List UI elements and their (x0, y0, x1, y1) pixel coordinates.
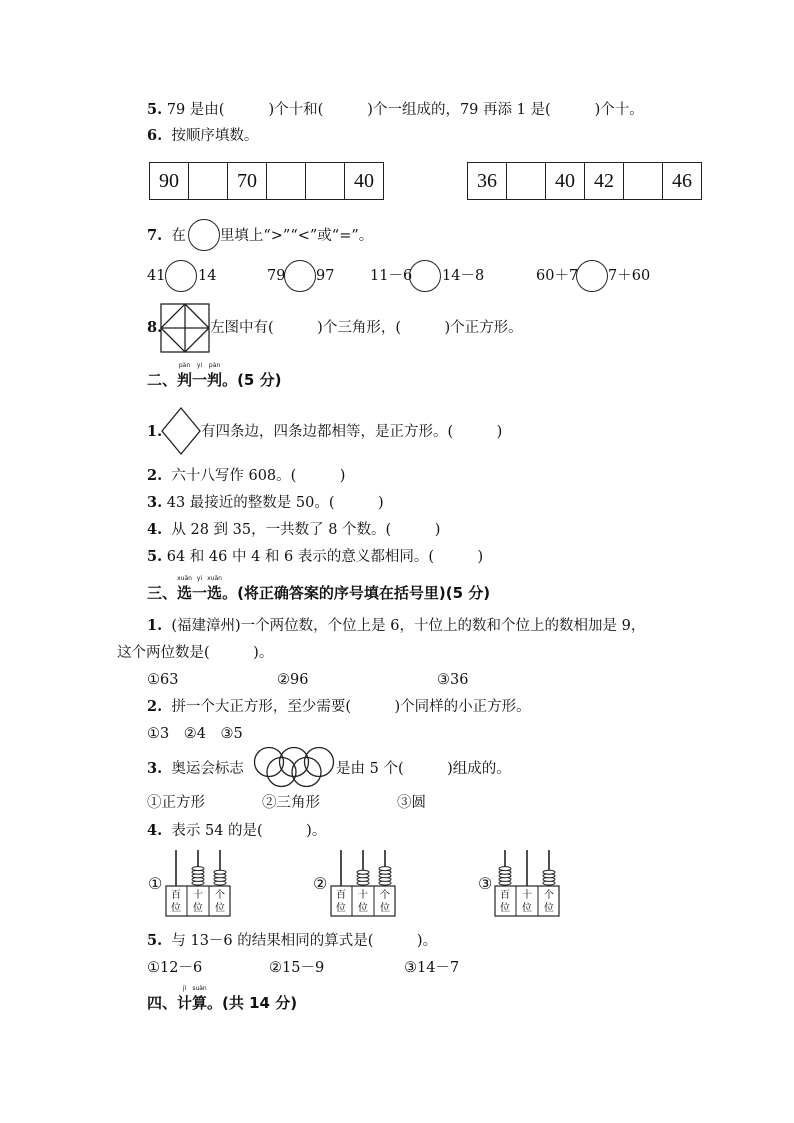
choice-q3-text: 是由 5 个( )组成的。 (336, 761, 511, 777)
question-7 (147, 226, 373, 246)
pinyin: xuǎn (177, 575, 192, 582)
options[interactable]: ①3 ②4 ③5 (147, 726, 243, 742)
question-text: )个十。 (594, 102, 644, 118)
place-label: 位 (193, 903, 203, 914)
place-label: 位 (380, 903, 390, 914)
place-label: 十 (358, 890, 368, 901)
pinyin: pàn (178, 362, 191, 369)
judge-question: 2. 六十八写作 608。( ) (147, 467, 346, 484)
question-6 (147, 126, 258, 146)
place-label: 个 (215, 890, 225, 901)
option[interactable]: ③14－7 (404, 960, 460, 976)
comparison-circle[interactable] (409, 260, 441, 292)
place-label: 十 (193, 890, 203, 901)
choice-q2: 2. 拼一个大正方形，至少需要( )个同样的小正方形。 (147, 698, 531, 715)
question-text: )个一组成的，79 再添 1 是( (367, 102, 551, 118)
compare-right: 14－8 (442, 268, 485, 284)
option[interactable]: ③圆 (397, 795, 426, 811)
place-label: 位 (358, 903, 368, 914)
question-text: 里填上“>”“<”或“=”。 (219, 228, 374, 244)
question-number: 8. (147, 319, 163, 336)
pinyin: pàn (208, 362, 221, 369)
option[interactable]: ③36 (437, 672, 469, 688)
question-number: 7. (147, 227, 163, 244)
sequence-cell: 70 (228, 163, 267, 200)
place-label: 位 (215, 903, 225, 914)
place-label: 位 (500, 903, 510, 914)
option[interactable]: ①63 (147, 672, 179, 688)
choice-q3: 3. 奥运会标志 (147, 760, 244, 777)
compare-right: 97 (316, 268, 335, 284)
place-label: 位 (336, 903, 346, 914)
option-marker[interactable]: ② (313, 874, 328, 893)
choice-q1: 1. (福建漳州)一个两位数，个位上是 6，十位上的数和个位上的数相加是 9， (147, 617, 646, 634)
abacus-bead (192, 867, 204, 871)
option[interactable]: ②96 (277, 672, 309, 688)
question-text: 按顺序填数。 (171, 128, 259, 144)
place-label: 个 (544, 890, 554, 901)
sequence-blank-cell[interactable] (306, 163, 345, 200)
abacus-option-3[interactable] (494, 850, 562, 918)
option-marker[interactable]: ① (148, 874, 163, 893)
question-text: )个十和( (268, 102, 324, 118)
sequence-cell: 40 (345, 163, 384, 200)
compare-right: 7＋60 (608, 268, 651, 284)
pinyin: jì (182, 985, 187, 992)
compare-right: 14 (198, 268, 217, 284)
judge-question: 5. 64 和 46 中 4 和 6 表示的意义都相同。( ) (147, 548, 484, 565)
option[interactable]: ①12－6 (147, 960, 203, 976)
option[interactable]: ②15－9 (269, 960, 325, 976)
place-label: 位 (544, 903, 554, 914)
abacus-option-1[interactable] (165, 850, 233, 918)
number-sequence-table-1 (149, 162, 384, 200)
comparison-circle[interactable] (284, 260, 316, 292)
sequence-blank-cell[interactable] (507, 163, 546, 200)
option[interactable]: ①正方形 (147, 795, 205, 811)
section-heading-4: 四、 jì 计 suàn 算。(共 14 分) (147, 985, 298, 1012)
sequence-cell: 40 (546, 163, 585, 200)
question-text: 在 (171, 228, 186, 244)
question-8-text: 左图中有( )个三角形，( )个正方形。 (210, 320, 523, 336)
judge-q1-number: 1. (147, 423, 163, 440)
judge-question: 3. 43 最接近的整数是 50。( ) (147, 494, 384, 511)
section-heading-2: 二、 pàn 判 yi 一 pàn 判。(5 分) (147, 362, 282, 389)
comparison-circle-sample (188, 219, 220, 251)
abacus-bead (214, 870, 226, 874)
option[interactable]: ②三角形 (262, 795, 320, 811)
pinyin: yi (196, 362, 203, 369)
number-sequence-table-2 (467, 162, 702, 200)
sequence-cell: 90 (150, 163, 189, 200)
sequence-cell: 42 (585, 163, 624, 200)
compare-left: 11－6 (370, 268, 413, 284)
olympic-rings-figure (252, 746, 336, 788)
sequence-blank-cell[interactable] (267, 163, 306, 200)
comparison-circle[interactable] (165, 260, 197, 292)
sequence-blank-cell[interactable] (189, 163, 228, 200)
place-label: 十 (522, 890, 532, 901)
question-5 (147, 100, 644, 120)
sequence-blank-cell[interactable] (624, 163, 663, 200)
place-label: 百 (500, 890, 510, 901)
choice-q4: 4. 表示 54 的是( )。 (147, 822, 327, 839)
abacus-bead (499, 867, 511, 871)
question-text: 79 是由( (162, 102, 225, 118)
place-label: 百 (336, 890, 346, 901)
sequence-cell: 46 (663, 163, 702, 200)
place-label: 百 (171, 890, 181, 901)
section-heading-3: 三、 xuǎn 选 yi 一 xuǎn 选。(将正确答案的序号填在括号里)(5 分) (147, 575, 491, 602)
compare-left: 79 (267, 268, 286, 284)
comparison-circle[interactable] (576, 260, 608, 292)
pinyin: suàn (192, 985, 207, 992)
square-triangles-figure (160, 303, 210, 353)
abacus-option-2[interactable] (330, 850, 398, 918)
question-number: 6. (147, 127, 163, 144)
question-number: 5. (147, 101, 163, 118)
place-label: 个 (380, 890, 390, 901)
abacus-bead (379, 867, 391, 871)
place-label: 位 (171, 903, 181, 914)
choice-q5: 5. 与 13－6 的结果相同的算式是( )。 (147, 932, 438, 949)
pinyin: xuǎn (207, 575, 222, 582)
abacus-bead (357, 870, 369, 874)
abacus-bead (543, 870, 555, 874)
pinyin: yi (196, 575, 203, 582)
option-marker[interactable]: ③ (478, 874, 493, 893)
sequence-cell: 36 (468, 163, 507, 200)
compare-left: 60＋7 (536, 268, 579, 284)
choice-q1-cont: 这个两位数是( )。 (117, 645, 274, 661)
judge-question: 4. 从 28 到 35，一共数了 8 个数。( ) (147, 521, 441, 538)
rhombus-figure (161, 407, 201, 455)
compare-left: 41 (147, 268, 166, 284)
place-label: 位 (522, 903, 532, 914)
judge-q1-text: 有四条边，四条边都相等，是正方形。( ) (201, 424, 503, 440)
